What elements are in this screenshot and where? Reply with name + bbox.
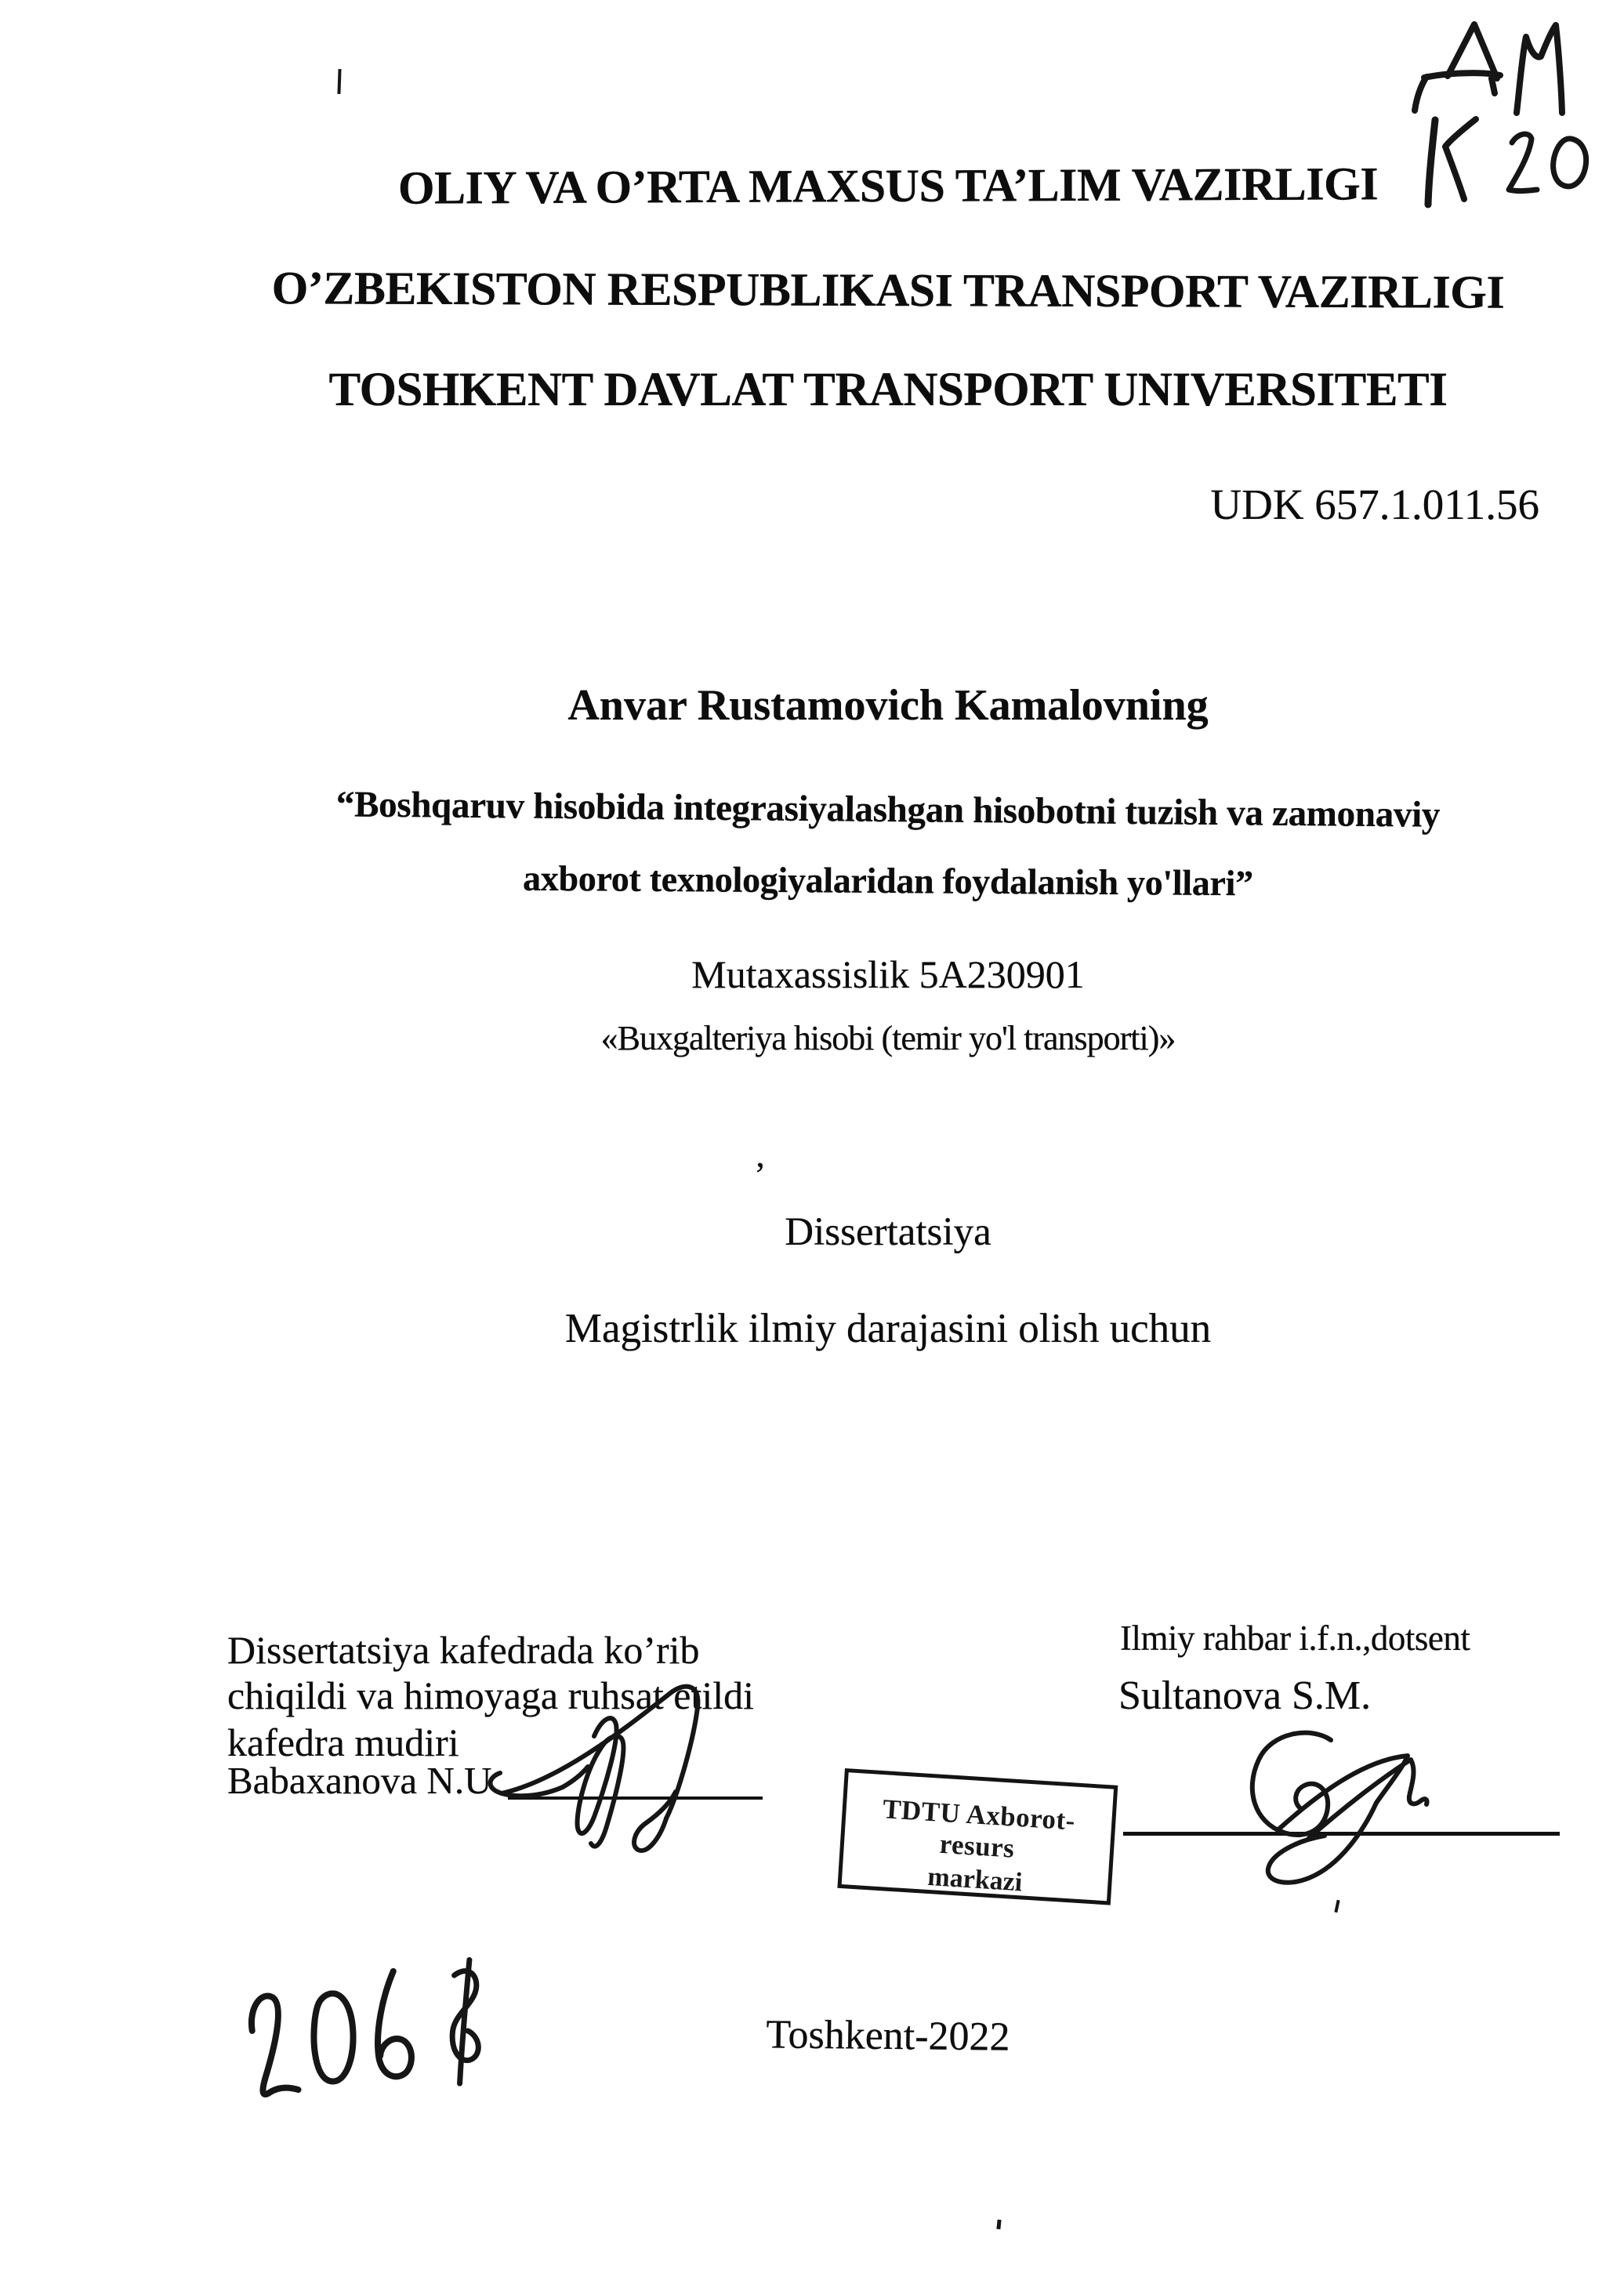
- place-year: Toshkent-2022: [766, 2012, 1010, 2060]
- stamp-line-1: TDTU Axborot-resurs: [882, 1793, 1077, 1864]
- stray-apostrophe-mark: ’: [754, 1155, 767, 1195]
- degree-purpose: Magistrlik ilmiy darajasini olish uchun: [564, 1306, 1212, 1351]
- university-heading: TOSHKENT DAVLAT TRANSPORT UNIVERSITETI: [328, 364, 1448, 416]
- speciality-name: «Buxgalteriya hisobi (temir yo'l transporti)»: [600, 1019, 1176, 1057]
- supervisor-title: Ilmiy rahbar i.f.n.,dotsent: [1120, 1619, 1470, 1658]
- department-head-signature: [478, 1677, 721, 1858]
- ministry-heading-1: OLIY VA O’RTA MAXSUS TA’LIM VAZIRLIGI: [397, 158, 1379, 214]
- dissertation-title-line2: axborot texnologiyalaridan foydalanish yo'llari”: [522, 857, 1254, 904]
- library-stamp: [837, 1768, 1118, 1905]
- udk-index: UDK 657.1.011.56: [1210, 480, 1539, 528]
- stray-pen-tick: [1334, 1900, 1339, 1912]
- supervisor-signature: [1223, 1724, 1426, 1889]
- approval-line-2: chiqildi va himoyaga ruhsat etildi: [227, 1673, 755, 1717]
- document-type: Dissertatsiya: [785, 1210, 991, 1254]
- approval-line-3: kafedra mudiri: [227, 1720, 459, 1764]
- speciality-code: Mutaxassislik 5A230901: [691, 952, 1085, 996]
- department-head-name: Babaxanova N.U: [227, 1759, 492, 1802]
- approval-line-1: Dissertatsiya kafedrada ko’rib: [227, 1628, 700, 1672]
- supervisor-name: Sultanova S.M.: [1118, 1673, 1372, 1718]
- dissertation-title-line1: “Boshqaruv hisobida integrasiyalashgan hisobotni tuzish va zamonaviy: [335, 784, 1441, 836]
- stamp-line-2: markazi: [926, 1862, 1024, 1898]
- author-name: Anvar Rustamovich Kamalovning: [567, 681, 1209, 730]
- scan-speck: [996, 2220, 1001, 2229]
- stray-tick-mark: [337, 69, 341, 94]
- ministry-heading-2: O’ZBEKISTON RESPUBLIKASI TRANSPORT VAZIRLIGI: [271, 262, 1505, 318]
